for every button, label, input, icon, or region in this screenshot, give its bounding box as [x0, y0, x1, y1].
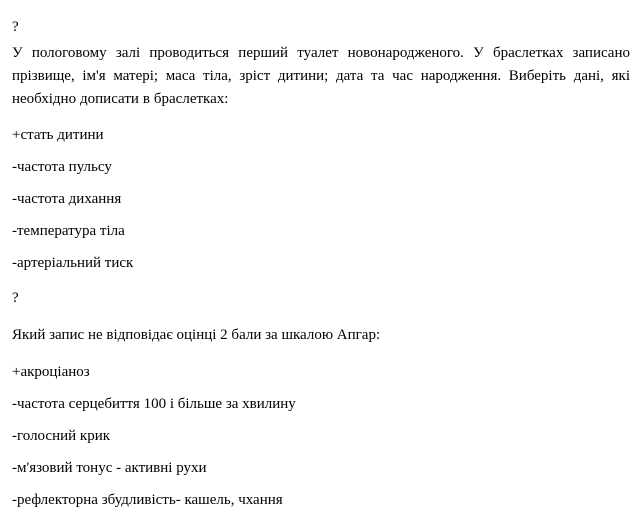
spacer [12, 271, 630, 285]
spacer [12, 143, 630, 160]
answer-option[interactable]: -температура тіла [12, 223, 125, 239]
question-stem-2: Який запис не відповідає оцінці 2 бали за шкалою Апгар: [12, 327, 381, 343]
spacer [12, 476, 630, 493]
spacer [12, 207, 630, 224]
answer-option[interactable]: +акроціаноз [12, 364, 90, 380]
answer-option-list-2 [12, 365, 630, 508]
answer-option[interactable]: -частота дихання [12, 191, 122, 207]
answer-option[interactable]: -голосний крик [12, 428, 111, 444]
question-block-1 [12, 14, 630, 271]
spacer [12, 111, 630, 128]
spacer [12, 175, 630, 192]
spacer [12, 444, 630, 461]
answer-option[interactable]: -рефлекторна збудливість- кашель, чхання [12, 492, 283, 508]
question-block-2 [12, 285, 630, 508]
spacer [12, 412, 630, 429]
question-marker-1: ? [12, 19, 19, 35]
spacer [12, 347, 630, 365]
answer-option[interactable]: -артеріальний тиск [12, 255, 134, 271]
spacer [12, 239, 630, 256]
spacer [12, 313, 630, 324]
answer-option[interactable]: +стать дитини [12, 127, 104, 143]
answer-option[interactable]: -частота пульсу [12, 159, 112, 175]
answer-option[interactable]: -частота серцебиття 100 і більше за хвилину [12, 396, 296, 412]
answer-option-list-1 [12, 128, 630, 271]
spacer [12, 380, 630, 397]
question-stem-1: У пологовому залі проводиться перший туалет новонародженого. У браслетках записано прізвище, ім'я матері; маса тіла, зріст дитини; дата та час народження. Виберіть дані, які необхідно дописати в браслетках: [12, 45, 630, 107]
answer-option[interactable]: -м'язовий тонус - активні рухи [12, 460, 207, 476]
question-marker-2: ? [12, 290, 19, 306]
